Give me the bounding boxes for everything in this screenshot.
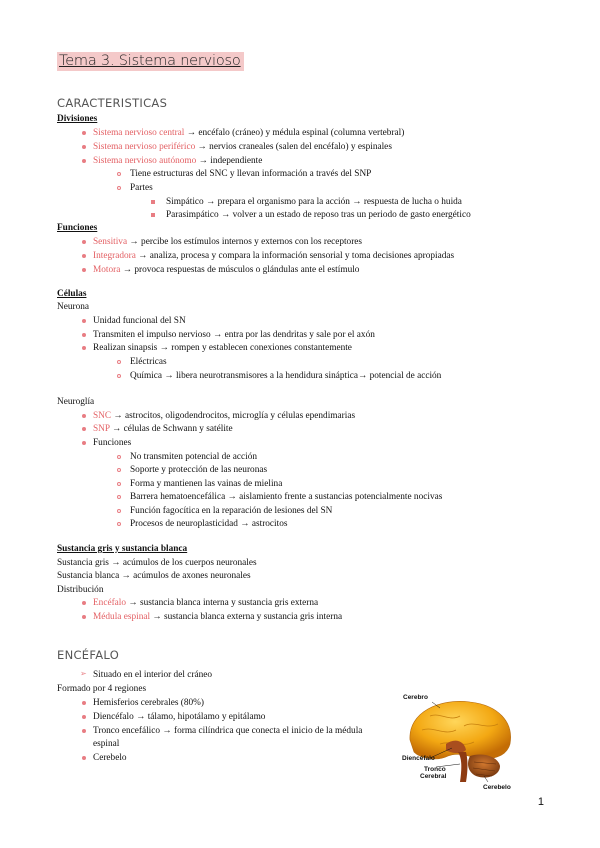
- list-item: Cerebelo: [93, 753, 127, 763]
- bullet-icon: [82, 427, 86, 431]
- list-item: SNC → astrocitos, oligodendrocitos, microglía y células ependimarias: [93, 411, 356, 421]
- heading-celulas: Células: [57, 289, 87, 299]
- figure-label-diencefalo: Diencéfalo: [402, 755, 435, 762]
- list-item: Hemisferios cerebrales (80%): [93, 698, 204, 708]
- text-line: Sustancia blanca → acúmulos de axones neuronales: [57, 571, 251, 581]
- list-item: Parasimpático → volver a un estado de reposo tras un periodo de gasto energético: [166, 210, 471, 220]
- figure-label-cerebelo: Cerebelo: [483, 784, 511, 791]
- square-bullet-icon: [151, 213, 155, 217]
- circle-bullet-icon: [117, 186, 121, 190]
- figure-label-cerebral: Cerebral: [420, 773, 447, 780]
- circle-bullet-icon: [117, 172, 121, 176]
- bullet-icon: [82, 319, 86, 323]
- list-item: Sistema nervioso autónomo → independiente: [93, 156, 263, 166]
- circle-bullet-icon: [117, 455, 121, 459]
- bullet-icon: [82, 701, 86, 705]
- bullet-icon: [82, 756, 86, 760]
- bullet-icon: [82, 131, 86, 135]
- circle-bullet-icon: [117, 495, 121, 499]
- arrow-bullet-icon: ➢: [80, 669, 87, 678]
- list-item: Encéfalo → sustancia blanca interna y sustancia gris externa: [93, 598, 319, 608]
- bullet-icon: [82, 268, 86, 272]
- bullet-icon: [82, 159, 86, 163]
- list-item: Diencéfalo → tálamo, hipotálamo y epitálamo: [93, 712, 266, 722]
- list-item: Sistema nervioso periférico → nervios craneales (salen del encéfalo) y espinales: [93, 142, 392, 152]
- text-line: Sustancia gris → acúmulos de los cuerpos neuronales: [57, 558, 257, 568]
- list-item: Integradora → analiza, procesa y compara la información sensorial y toma decisiones apropiadas: [93, 251, 455, 261]
- list-item: Barrera hematoencefálica → aislamiento frente a sustancias potencialmente nocivas: [130, 492, 443, 502]
- heading-funciones: Funciones: [57, 223, 98, 233]
- text-line: Distribución: [57, 585, 104, 595]
- list-item-continuation: espinal: [93, 739, 120, 749]
- list-item: Eléctricas: [130, 357, 167, 367]
- bullet-icon: [82, 615, 86, 619]
- list-item: Partes: [130, 183, 153, 193]
- bullet-icon: [82, 414, 86, 418]
- list-item: Tronco encefálico → forma cilíndrica que conecta el inicio de la médula: [93, 726, 363, 736]
- text-line: Formado por 4 regiones: [57, 684, 147, 694]
- list-item: Procesos de neuroplasticidad → astrocitos: [130, 519, 288, 529]
- subheading-neuroglia: Neuroglía: [57, 397, 95, 407]
- subheading-neurona: Neurona: [57, 302, 90, 312]
- list-item: Transmiten el impulso nervioso → entra por las dendritas y sale por el axón: [93, 330, 375, 340]
- bullet-icon: [82, 254, 86, 258]
- circle-bullet-icon: [117, 482, 121, 486]
- list-item: Función fagocítica en la reparación de lesiones del SN: [130, 506, 333, 516]
- bullet-icon: [82, 601, 86, 605]
- square-bullet-icon: [151, 200, 155, 204]
- bullet-icon: [82, 333, 86, 337]
- list-item: Funciones: [93, 438, 132, 448]
- list-item: Unidad funcional del SN: [93, 316, 186, 326]
- page-number: 1: [537, 796, 544, 808]
- list-item: Simpático → prepara el organismo para la acción → respuesta de lucha o huida: [166, 197, 462, 207]
- circle-bullet-icon: [117, 468, 121, 472]
- list-item: Soporte y protección de las neuronas: [130, 465, 268, 475]
- list-item: Médula espinal → sustancia blanca externa y sustancia gris interna: [93, 612, 343, 622]
- page-title: Tema 3. Sistema nervioso: [57, 52, 244, 71]
- list-item: Motora → provoca respuestas de músculos o glándulas ante el estímulo: [93, 265, 360, 275]
- heading-sustancia: Sustancia gris y sustancia blanca: [57, 544, 188, 554]
- circle-bullet-icon: [117, 522, 121, 526]
- list-item: Sistema nervioso central → encéfalo (cráneo) y médula espinal (columna vertebral): [93, 128, 405, 138]
- figure-label-cerebro: Cerebro: [403, 694, 428, 701]
- bullet-icon: [82, 346, 86, 350]
- bullet-icon: [82, 145, 86, 149]
- list-item: Sensitiva → percibe los estímulos internos y externos con los receptores: [93, 237, 363, 247]
- list-item: Situado en el interior del cráneo: [93, 670, 213, 680]
- bullet-icon: [82, 240, 86, 244]
- figure-label-tronco: Tronco: [424, 766, 446, 773]
- heading-divisiones: Divisiones: [57, 114, 98, 124]
- list-item: No transmiten potencial de acción: [130, 452, 258, 462]
- section-heading-encefalo: ENCÉFALO: [57, 648, 120, 662]
- bullet-icon: [82, 441, 86, 445]
- list-item: Forma y mantienen las vainas de mielina: [130, 479, 283, 489]
- circle-bullet-icon: [117, 360, 121, 364]
- list-item: SNP → células de Schwann y satélite: [93, 424, 233, 434]
- list-item: Tiene estructuras del SNC y llevan información a través del SNP: [130, 169, 372, 179]
- section-heading-caracteristicas: CARACTERISTICAS: [57, 96, 168, 110]
- list-item: Química → libera neurotransmisores a la hendidura sináptica→ potencial de acción: [130, 371, 442, 381]
- bullet-icon: [82, 729, 86, 733]
- bullet-icon: [82, 715, 86, 719]
- list-item: Realizan sinapsis → rompen y establecen conexiones constantemente: [93, 343, 352, 353]
- circle-bullet-icon: [117, 509, 121, 513]
- brain-illustration: [400, 692, 518, 792]
- circle-bullet-icon: [117, 374, 121, 378]
